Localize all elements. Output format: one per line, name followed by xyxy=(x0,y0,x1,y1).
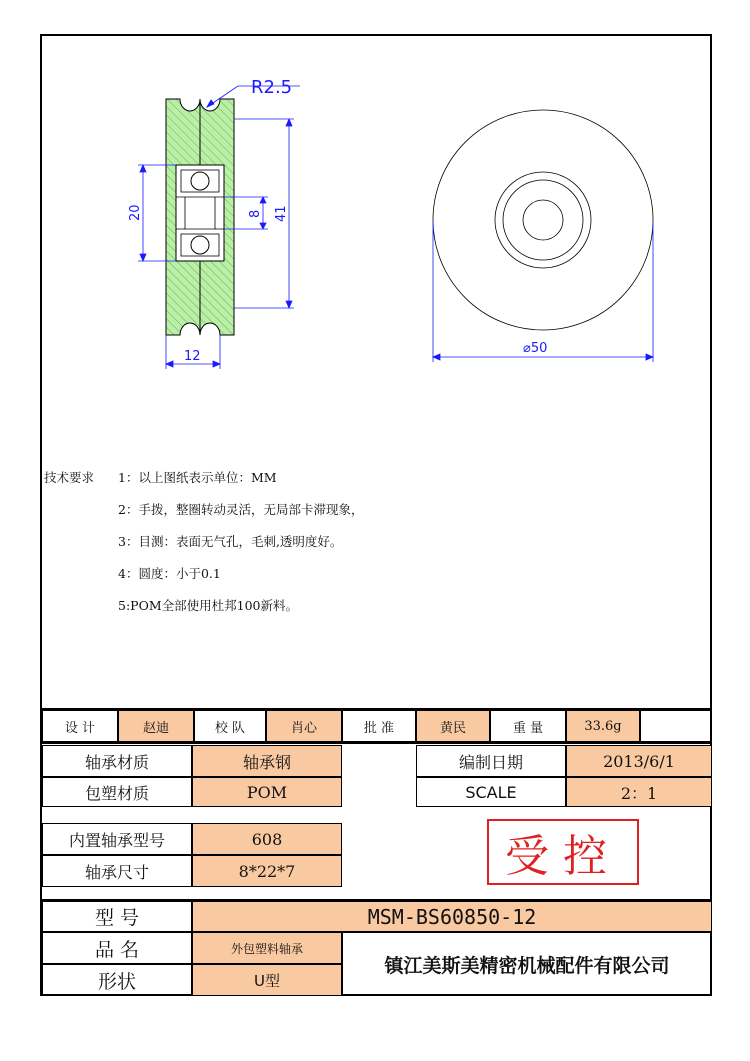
approve-value: 黄民 xyxy=(416,710,490,742)
dim-height-label: 41 xyxy=(274,205,289,222)
front-view xyxy=(433,110,653,330)
ball-top xyxy=(191,172,209,190)
check-label: 校 队 xyxy=(194,710,266,742)
dim-inner-label: 8 xyxy=(248,209,263,218)
bearing-model-value: 608 xyxy=(192,823,342,855)
hub-inner-circle xyxy=(503,180,583,260)
name-value: 外包塑料轴承 xyxy=(192,932,342,964)
bearing-size-value: 8*22*7 xyxy=(192,855,342,887)
section-view xyxy=(166,99,234,335)
technical-drawing xyxy=(0,0,750,420)
hub-circle xyxy=(495,172,591,268)
bearing-material-label: 轴承材质 xyxy=(42,745,192,777)
note-item-2: 2：手拨，整圈转动灵活，无局部卡滞现象， xyxy=(118,502,364,517)
approve-label: 批 准 xyxy=(342,710,416,742)
radius-label: R2.5 xyxy=(251,77,293,98)
scale-value: 2：1 xyxy=(566,777,712,807)
weight-value: 33.6g xyxy=(566,710,640,742)
controlled-stamp: 受控 xyxy=(487,819,639,885)
ball-bottom xyxy=(191,236,209,254)
company-name: 镇江美斯美精密机械配件有限公司 xyxy=(342,932,712,996)
dim-width-label: 12 xyxy=(184,349,201,364)
dim-diameter-label: ⌀50 xyxy=(523,341,548,356)
bore-circle xyxy=(523,200,563,240)
notes-label: 技术要求 xyxy=(44,470,95,485)
note-item-3: 3：目测：表面无气孔，毛刺,透明度好。 xyxy=(118,534,343,549)
signoff-bottom-rule xyxy=(40,742,712,744)
bearing-size-label: 轴承尺寸 xyxy=(42,855,192,887)
note-item-4: 4：圆度：小于0.1 xyxy=(118,566,221,581)
note-item-1: 1：以上图纸表示单位：MM xyxy=(118,470,277,485)
date-value: 2013/6/1 xyxy=(566,745,712,777)
dim-bore-label: 20 xyxy=(128,204,143,221)
coating-material-value: POM xyxy=(192,777,342,807)
coating-material-label: 包塑材质 xyxy=(42,777,192,807)
shape-value: U型 xyxy=(192,964,342,996)
bearing-model-label: 内置轴承型号 xyxy=(42,823,192,855)
name-label: 品 名 xyxy=(42,932,192,964)
date-label: 编制日期 xyxy=(416,745,566,777)
check-value: 肖心 xyxy=(266,710,342,742)
design-value: 赵迪 xyxy=(118,710,194,742)
model-label: 型 号 xyxy=(42,901,192,932)
outer-circle xyxy=(433,110,653,330)
shape-label: 形状 xyxy=(42,964,192,996)
note-item-5: 5:POM全部使用杜邦100新料。 xyxy=(118,598,298,613)
design-label: 设 计 xyxy=(42,710,118,742)
scale-label: SCALE xyxy=(416,777,566,807)
weight-label: 重 量 xyxy=(490,710,566,742)
signoff-empty-cell xyxy=(640,710,712,742)
model-value: MSM-BS60850-12 xyxy=(192,901,712,932)
bearing-material-value: 轴承钢 xyxy=(192,745,342,777)
